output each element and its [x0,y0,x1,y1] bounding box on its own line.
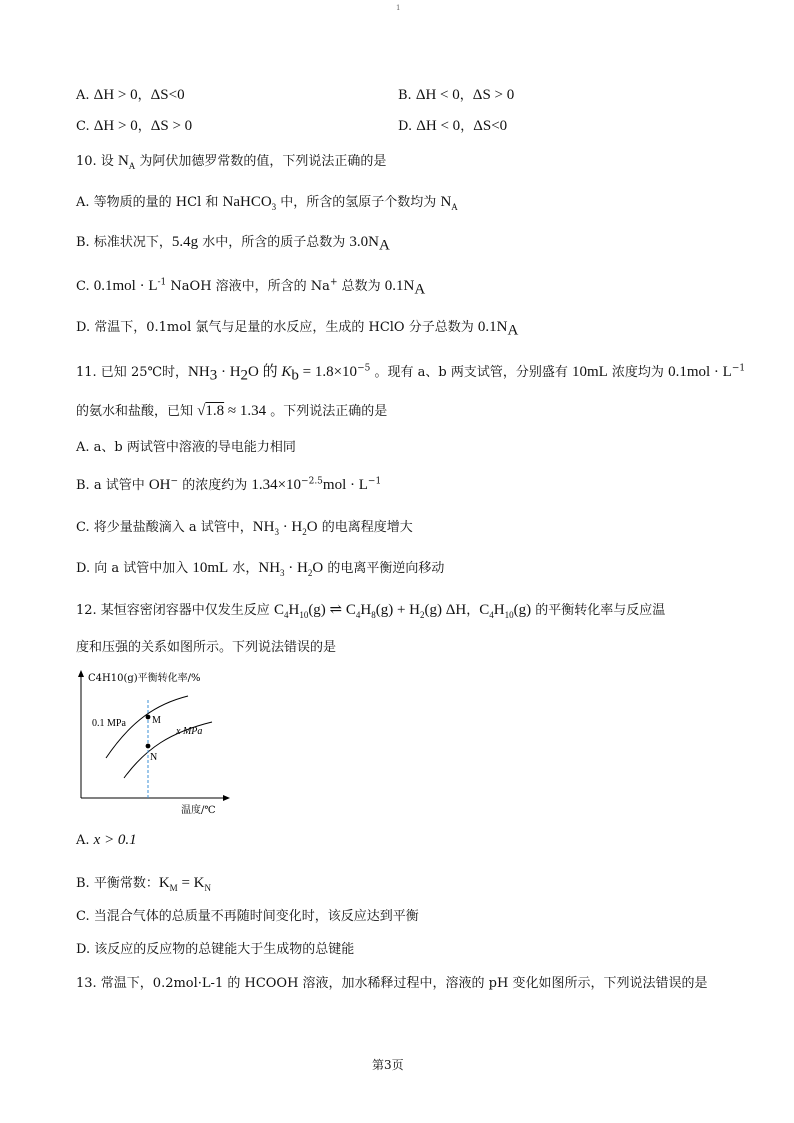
point-m-label: M [152,715,161,726]
q9-option-b: B. ΔH < 0，ΔS > 0 [398,87,515,103]
q10-option-d: D. 常温下，0.1mol 氯气与足量的水反应，生成的 HClO 分子总数为 $0.1N_A$ [76,319,519,339]
q10-option-b: B. 标准状况下，5.4g 水中，所含的质子总数为 $3.0N_A$ [76,234,390,254]
q11-stem-line2: 的氨水和盐酸，已知 √1.8 ≈ 1.34 。下列说法正确的是 [76,403,388,419]
q12-option-c: C. 当混合气体的总质量不再随时间变化时，该反应达到平衡 [76,909,419,924]
x-axis-arrow [223,795,230,801]
point-n [146,744,151,749]
q10-option-a: A. 等物质的量的 HCl 和 NaHCO$_3$ 中，所含的氢原子个数均为 $N_A$ [76,194,458,212]
x-axis-label: 温度/℃ [181,805,216,816]
q11-option-c: C. 将少量盐酸滴入 a 试管中，$NH_3 \cdot H_2O$ 的电离程度增大 [76,519,413,537]
page-number: 第3页 [372,1058,404,1072]
y-axis-arrow [78,670,84,677]
page-top-mark: 1 [396,4,401,12]
q12-option-a: A. x > 0.1 [76,832,137,848]
q9-option-d: D. ΔH < 0，ΔS<0 [398,118,508,134]
q11-stem-line1: 11. 已知 25℃时，$NH_3 \cdot H_2O$ 的 $K_b = 1.8\times 10^{-5}$ 。现有 a、b 两支试管，分别盛有 10mL 浓度均为 $0.1mol \cdot L^{-1}$ [76,363,746,384]
point-m [146,715,151,720]
q12-stem-line1: 12. 某恒容密闭容器中仅发生反应 $C_4H_{10}(g)$ ⇌ $C_4H_8(g) + H_2(g)$ ΔH，$C_4H_{10}(g)$ 的平衡转化率与反应温 [76,602,666,620]
q10-option-c: C. $0.1mol \cdot L^{-1}$ NaOH 溶液中，所含的 Na+ 总数为 $0.1N_A$ [76,277,426,298]
q10-stem: 10. 设 $N_A$ 为阿伏加德罗常数的值，下列说法正确的是 [76,153,387,171]
q12-option-d: D. 该反应的反应物的总键能大于生成物的总键能 [76,942,355,957]
q9-option-c: C. ΔH > 0，ΔS > 0 [76,118,193,134]
q11-option-b: B. a 试管中 OH− 的浓度约为 $1.34\times 10^{-2.5}mol \cdot L^{-1}$ [76,476,382,493]
q12-equilibrium-chart [76,666,236,816]
q11-option-a: A. a、b 两试管中溶液的导电能力相同 [76,440,296,455]
q9-option-a: A. ΔH > 0，ΔS<0 [76,87,185,103]
q13-stem: 13. 常温下，0.2mol·L-1 的 HCOOH 溶液，加水稀释过程中，溶液的 pH 变化如图所示，下列说法错误的是 [76,976,708,991]
q11-option-d: D. 向 a 试管中加入 10mL 水，$NH_3 \cdot H_2O$ 的电离平衡逆向移动 [76,560,445,578]
q12-stem-line2: 度和压强的关系如图所示。下列说法错误的是 [76,640,337,655]
curve-x-mpa-label: x MPa [176,726,203,737]
q12-option-b: B. 平衡常数：$K_M = K_N$ [76,875,211,893]
y-axis-label: C4H10(g)平衡转化率/% [88,673,201,684]
point-n-label: N [150,752,158,763]
curve-0-1-mpa-label: 0.1 MPa [92,718,126,729]
